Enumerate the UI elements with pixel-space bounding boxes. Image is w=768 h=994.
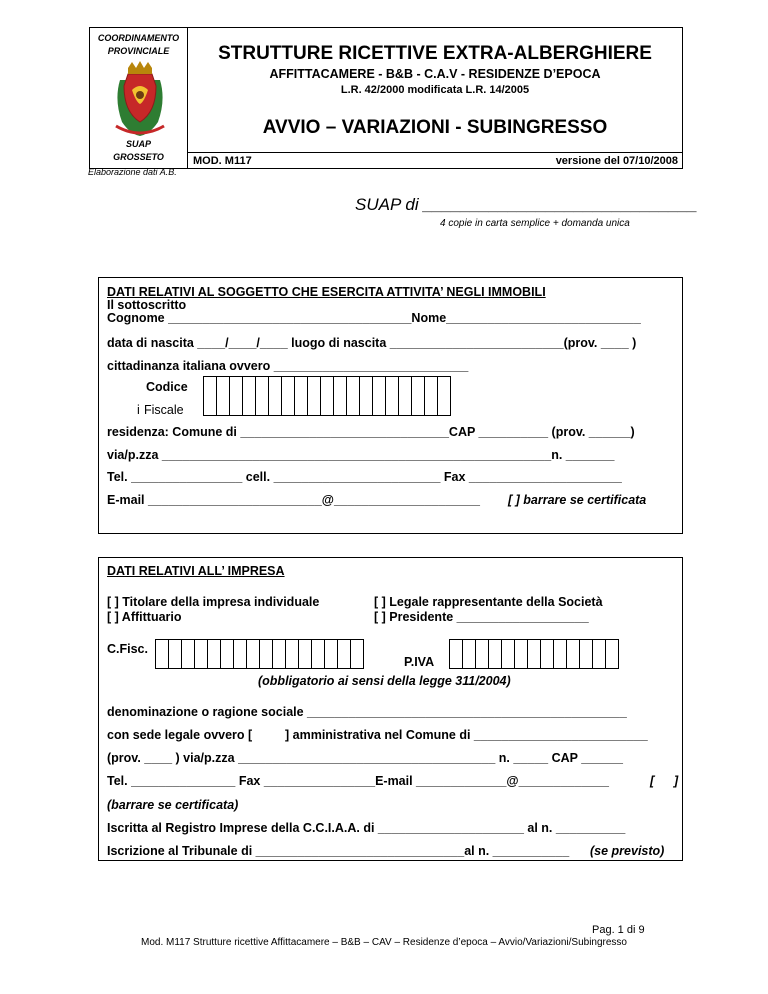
suap-line2: GROSSETO <box>113 152 164 162</box>
fiscale-prefix: i <box>137 403 140 417</box>
residenza-field[interactable]: residenza: Comune di ______________________________CAP __________ (prov. ______) <box>107 425 635 439</box>
fiscale-label: Fiscale <box>144 403 184 417</box>
subtitle: AFFITTACAMERE - B&B - C.A.V - RESIDENZE D’EPOCA <box>269 67 601 81</box>
page-number: Pag. 1 di 9 <box>592 924 645 936</box>
soggetto-heading: DATI RELATIVI AL SOGGETTO CHE ESERCITA ATTIVITA’ NEGLI IMMOBILI <box>107 285 546 299</box>
cittadinanza-field[interactable]: cittadinanza italiana ovvero ____________________________ <box>107 359 469 373</box>
obbligatorio-note: (obbligatorio ai sensi della legge 311/2004) <box>258 674 511 688</box>
sede-comune-field[interactable]: ] amministrativa nel Comune di _________________________ <box>285 728 648 742</box>
barrare-certificata-note: (barrare se certificata) <box>107 798 239 812</box>
form-title: AVVIO – VARIAZIONI - SUBINGRESSO <box>262 117 608 138</box>
cognome-nome-field[interactable]: Cognome ___________________________________Nome____________________________ <box>107 311 641 325</box>
via-field[interactable]: via/p.zza ________________________________________________________n. _______ <box>107 448 615 462</box>
tribunale-field[interactable]: Iscrizione al Tribunale di ______________________________al n. ___________ <box>107 844 570 858</box>
coord-line2: PROVINCIALE <box>107 46 170 56</box>
nascita-field[interactable]: data di nascita ____/____/____ luogo di nascita _________________________(prov. ____ ) <box>107 336 637 350</box>
version: versione del 07/10/2008 <box>555 155 678 167</box>
se-previsto-note: (se previsto) <box>590 844 665 858</box>
header-divider <box>188 152 682 153</box>
prov-via-cap-field[interactable]: (prov. ____ ) via/p.zza _____________________________________ n. _____ CAP ______ <box>107 751 623 765</box>
suap-field[interactable]: SUAP di _____________________________ <box>355 195 698 214</box>
registro-imprese-field[interactable]: Iscritta al Registro Imprese della C.C.I.A.A. di _____________________ al n. __________ <box>107 821 626 835</box>
titolare-checkbox[interactable]: [ ] Titolare della impresa individuale <box>107 595 320 609</box>
pec-bracket-close[interactable]: ] <box>674 774 679 788</box>
credits: Elaborazione dati A.B. <box>88 167 177 177</box>
copies-note: 4 copie in carta semplice + domanda unica <box>440 218 630 229</box>
legale-rappresentante-checkbox[interactable]: [ ] Legale rappresentante della Società <box>374 595 603 609</box>
main-title: STRUTTURE RICETTIVE EXTRA-ALBERGHIERE <box>218 43 652 64</box>
impresa-heading: DATI RELATIVI ALL’ IMPRESA <box>107 564 285 578</box>
sede-legale-checkbox[interactable]: con sede legale ovvero [ <box>107 728 253 742</box>
suap-line1: SUAP <box>125 139 151 149</box>
pec-bracket-open[interactable]: [ <box>650 774 655 788</box>
affittuario-checkbox[interactable]: [ ] Affittuario <box>107 610 182 624</box>
piva-label: P.IVA <box>404 655 435 669</box>
cfisc-label: C.Fisc. <box>107 642 148 656</box>
codice-fiscale-grid[interactable] <box>203 376 450 416</box>
cfisc-grid[interactable] <box>155 639 363 669</box>
codice-label: Codice <box>146 380 188 394</box>
presidente-checkbox[interactable]: [ ] Presidente ___________________ <box>374 610 589 624</box>
province-emblem-icon <box>110 60 170 138</box>
impresa-tel-fax-email-field[interactable]: Tel. _______________ Fax ________________E-mail _____________@_____________ <box>107 774 609 788</box>
law-reference: L.R. 42/2000 modificata L.R. 14/2005 <box>340 84 530 96</box>
mod-code: MOD. M117 <box>193 155 252 167</box>
email-field[interactable]: E-mail _________________________@_____________________ <box>107 493 480 507</box>
email-certified-checkbox[interactable]: [ ] barrare se certificata <box>508 493 647 507</box>
sottoscritto-label: Il sottoscritto <box>107 298 187 312</box>
denominazione-field[interactable]: denominazione o ragione sociale ______________________________________________ <box>107 705 627 719</box>
footer-text: Mod. M117 Strutture ricettive Affittacamere – B&B – CAV – Residenze d’epoca – Avvio/Variazioni/Subingresso <box>141 937 627 948</box>
coord-line1: COORDINAMENTO <box>97 33 180 43</box>
tel-cell-fax-field[interactable]: Tel. ________________ cell. ________________________ Fax ______________________ <box>107 470 622 484</box>
piva-grid[interactable] <box>449 639 618 669</box>
